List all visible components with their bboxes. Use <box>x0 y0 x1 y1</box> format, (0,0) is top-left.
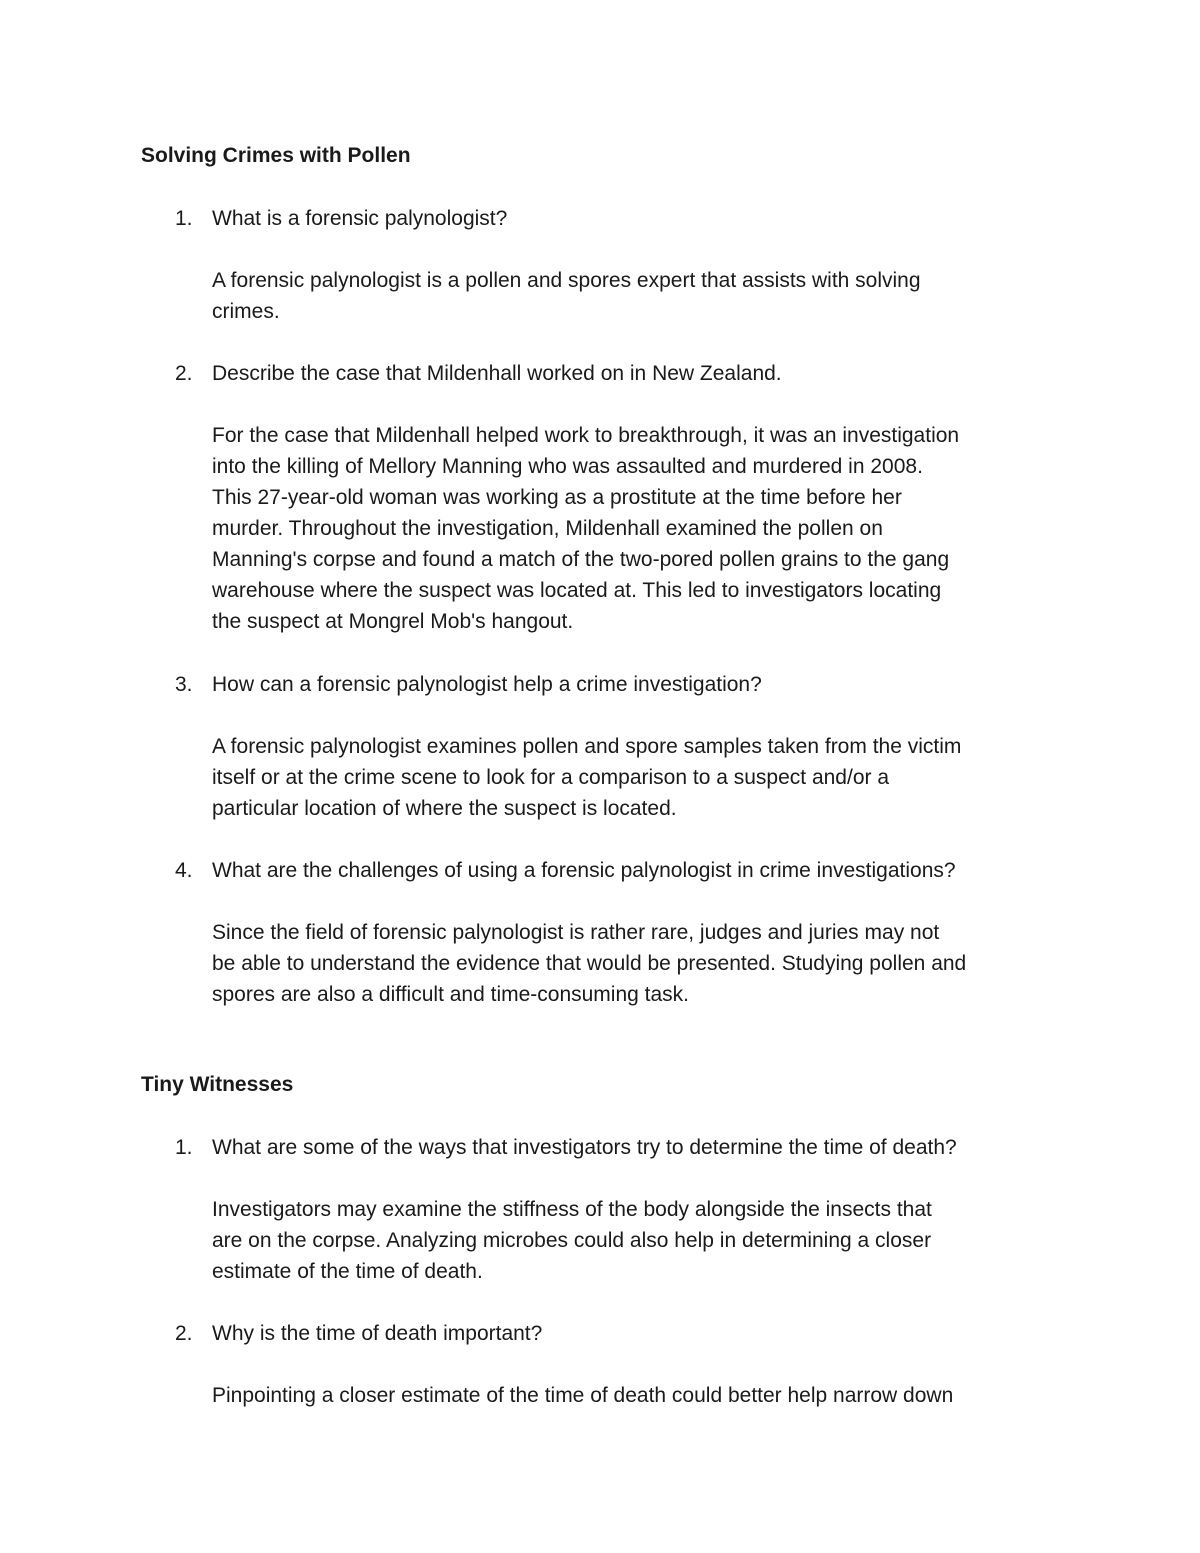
question-text: What is a forensic palynologist? <box>212 207 508 230</box>
answer-line: murder. Throughout the investigation, Mildenhall examined the pollen on <box>212 517 883 540</box>
answer-text <box>212 1194 932 1287</box>
question-text: What are some of the ways that investigators try to determine the time of death? <box>212 1136 957 1159</box>
answer-line: A forensic palynologist is a pollen and spores expert that assists with solving <box>212 269 921 292</box>
answer-text <box>212 1380 953 1411</box>
question-text: What are the challenges of using a forensic palynologist in crime investigations? <box>212 859 956 882</box>
question-text: How can a forensic palynologist help a crime investigation? <box>212 673 762 696</box>
answer-line: crimes. <box>212 300 280 323</box>
section-title-tiny-witnesses: Tiny Witnesses <box>141 1073 294 1096</box>
answer-line: Manning's corpse and found a match of the two-pored pollen grains to the gang <box>212 548 950 571</box>
section-title-solving-crimes: Solving Crimes with Pollen <box>141 144 411 167</box>
question-number: 2. <box>175 1322 193 1345</box>
answer-line: particular location of where the suspect is located. <box>212 797 677 820</box>
answer-line: the suspect at Mongrel Mob's hangout. <box>212 610 574 633</box>
answer-text <box>212 420 959 637</box>
question-number: 1. <box>175 1136 193 1159</box>
answer-line: Since the field of forensic palynologist is rather rare, judges and juries may not <box>212 921 940 944</box>
answer-line: spores are also a difficult and time-consuming task. <box>212 983 690 1006</box>
answer-line: into the killing of Mellory Manning who was assaulted and murdered in 2008. <box>212 455 923 478</box>
answer-text <box>212 917 966 1010</box>
answer-line: Investigators may examine the stiffness of the body alongside the insects that <box>212 1198 932 1221</box>
answer-line: be able to understand the evidence that would be presented. Studying pollen and <box>212 952 967 975</box>
answer-line: For the case that Mildenhall helped work to breakthrough, it was an investigation <box>212 424 960 447</box>
question-number: 2. <box>175 362 193 385</box>
question-text: Why is the time of death important? <box>212 1322 543 1345</box>
question-number: 3. <box>175 673 193 696</box>
question-text: Describe the case that Mildenhall worked on in New Zealand. <box>212 362 782 385</box>
answer-text <box>212 265 921 327</box>
answer-line: warehouse where the suspect was located at. This led to investigators locating <box>212 579 942 602</box>
question-number: 4. <box>175 859 193 882</box>
answer-line: itself or at the crime scene to look for a comparison to a suspect and/or a <box>212 766 890 789</box>
question-number: 1. <box>175 207 193 230</box>
answer-line: This 27-year-old woman was working as a prostitute at the time before her <box>212 486 902 509</box>
answer-line: Pinpointing a closer estimate of the time of death could better help narrow down <box>212 1384 954 1407</box>
answer-line: are on the corpse. Analyzing microbes could also help in determining a closer <box>212 1229 932 1252</box>
answer-text <box>212 731 961 824</box>
answer-line: A forensic palynologist examines pollen and spore samples taken from the victim <box>212 735 962 758</box>
answer-line: estimate of the time of death. <box>212 1260 483 1283</box>
